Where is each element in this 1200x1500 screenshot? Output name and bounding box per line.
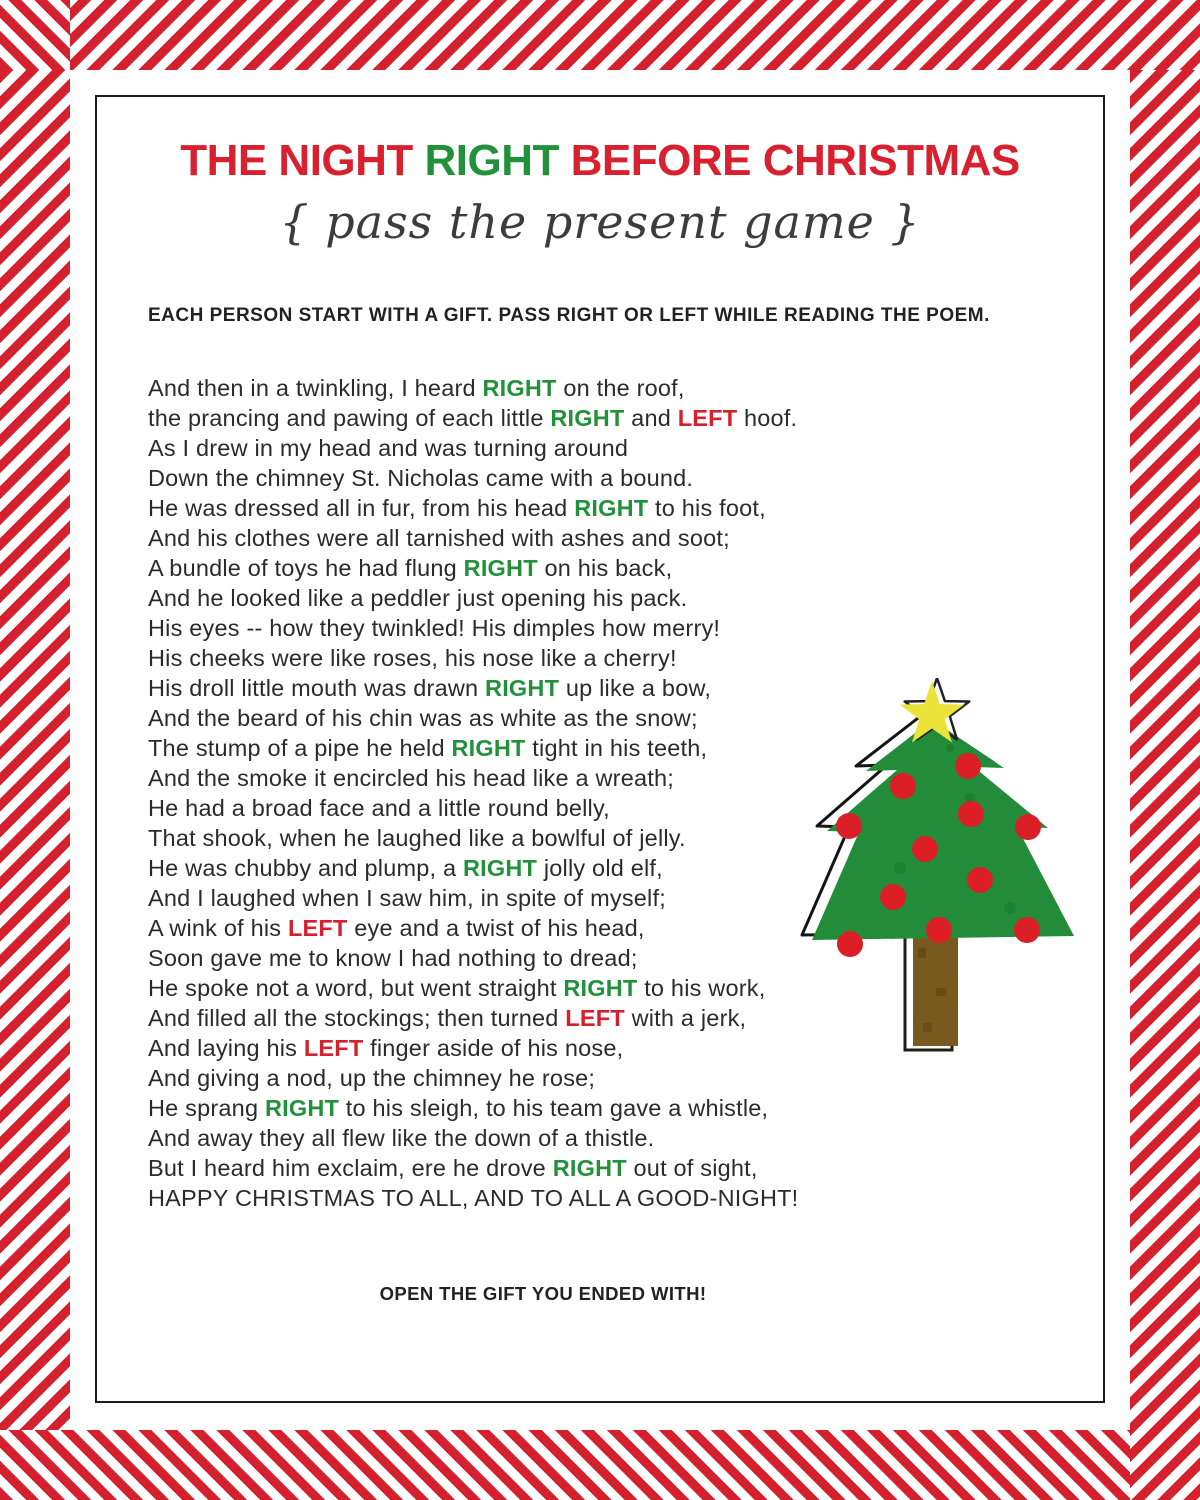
poem-accent-word: RIGHT — [485, 675, 560, 701]
christmas-tree-illustration — [790, 678, 1090, 1070]
poem-accent-word: LEFT — [565, 1005, 625, 1031]
text-segment: But I heard him exclaim, ere he drove — [148, 1155, 553, 1181]
poem-line — [148, 493, 958, 523]
poem-accent-word: RIGHT — [552, 1155, 627, 1181]
document-header — [97, 135, 1103, 253]
text-segment: His droll little mouth was drawn — [148, 675, 486, 701]
poem-line — [148, 643, 958, 673]
poem-accent-word: RIGHT — [264, 1095, 340, 1121]
border-stripe-right — [1130, 70, 1200, 1500]
text-segment: hoof. — [737, 405, 798, 431]
poem-line — [148, 613, 958, 643]
text-segment: Down the chimney St. Nicholas came with a bound. — [148, 465, 694, 491]
text-segment: the prancing and pawing of each little — [148, 405, 551, 431]
text-segment: His eyes -- how they twinkled! His dimples how merry! — [148, 615, 721, 641]
text-segment: Soon gave me to know I had nothing to dread; — [148, 945, 638, 971]
poem-accent-word: RIGHT — [463, 855, 538, 881]
text-segment: He sprang — [148, 1095, 265, 1121]
text-segment: And I laughed when I saw him, in spite of myself; — [148, 885, 666, 911]
text-segment: And away they all flew like the down of a thistle. — [148, 1125, 655, 1151]
text-segment: out of sight, — [626, 1155, 758, 1181]
text-segment: A bundle of toys he had flung — [148, 555, 464, 581]
poem-accent-word: LEFT — [677, 405, 738, 431]
text-segment: He had a broad face and a little round belly, — [148, 795, 610, 821]
text-segment: As I drew in my head and was turning around — [148, 435, 629, 461]
text-segment: He was chubby and plump, a — [148, 855, 463, 881]
text-segment: tight in his teeth, — [525, 735, 708, 761]
page-title — [97, 135, 1103, 187]
poem-line — [148, 1183, 958, 1213]
border-stripe-left — [0, 70, 70, 1430]
poem-accent-word: BEFORE CHRISTMAS — [558, 136, 1020, 185]
poem-accent-word: RIGHT — [451, 735, 526, 761]
poem-accent-word: RIGHT — [550, 405, 625, 431]
text-segment: jolly old elf, — [537, 855, 663, 881]
page-subtitle: { pass the present game } — [279, 195, 921, 249]
footer-note: OPEN THE GIFT YOU ENDED WITH! — [379, 1283, 707, 1304]
text-segment: And then in a twinkling, I heard — [148, 375, 483, 401]
text-segment: and — [624, 405, 678, 431]
text-segment: A wink of his — [148, 915, 288, 941]
border-stripe-bottom — [0, 1430, 1130, 1500]
poem-accent-word: RIGHT — [574, 495, 649, 521]
text-segment: That shook, when he laughed like a bowlful of jelly. — [148, 825, 686, 851]
text-segment: He spoke not a word, but went straight — [148, 975, 564, 1001]
poem-accent-word: RIGHT — [463, 555, 538, 581]
poem-accent-word: LEFT — [303, 1035, 364, 1061]
text-segment: His cheeks were like roses, his nose like a cherry! — [148, 645, 677, 671]
border-stripe-top — [0, 0, 1200, 70]
poem-line — [148, 403, 958, 433]
poem-line — [148, 523, 958, 553]
poem-line — [148, 373, 958, 403]
poem-line — [148, 1153, 958, 1183]
border-stripe-corner-patch — [0, 0, 70, 70]
poem-line — [148, 463, 958, 493]
text-segment: And the beard of his chin was as white as the snow; — [148, 705, 698, 731]
instruction-line: EACH PERSON START WITH A GIFT. PASS RIGHT OR LEFT WHILE READING THE POEM. — [148, 305, 990, 326]
poem-accent-word: LEFT — [287, 915, 348, 941]
text-segment: on the roof, — [556, 375, 685, 401]
text-segment: to his foot, — [648, 495, 766, 521]
poem-line — [148, 553, 958, 583]
text-segment: And he looked like a peddler just opening his pack. — [148, 585, 688, 611]
text-segment: eye and a twist of his head, — [347, 915, 645, 941]
text-segment: And giving a nod, up the chimney he rose; — [148, 1065, 596, 1091]
text-segment: up like a bow, — [559, 675, 712, 701]
poem-line — [148, 1123, 958, 1153]
text-segment: with a jerk, — [624, 1005, 747, 1031]
text-segment: finger aside of his nose, — [363, 1035, 624, 1061]
text-segment: He was dressed all in fur, from his head — [148, 495, 575, 521]
poem-accent-word: THE NIGHT — [180, 136, 425, 185]
text-segment: HAPPY CHRISTMAS TO ALL, AND TO ALL A GOOD-NIGHT! — [148, 1185, 799, 1211]
poem-line — [148, 433, 958, 463]
text-segment: on his back, — [537, 555, 673, 581]
poem-accent-word: RIGHT — [563, 975, 638, 1001]
poem-line — [148, 583, 958, 613]
text-segment: And the smoke it encircled his head like a wreath; — [148, 765, 674, 791]
text-segment: And his clothes were all tarnished with ashes and soot; — [148, 525, 730, 551]
text-segment: And filled all the stockings; then turned — [148, 1005, 566, 1031]
text-segment: to his work, — [637, 975, 766, 1001]
text-segment: The stump of a pipe he held — [148, 735, 452, 761]
text-segment: to his sleigh, to his team gave a whistle, — [339, 1095, 769, 1121]
text-segment: And laying his — [148, 1035, 304, 1061]
poem-accent-word: RIGHT — [424, 136, 559, 185]
tree-trunk — [905, 932, 958, 1050]
poem-accent-word: RIGHT — [482, 375, 557, 401]
poem-line — [148, 1093, 958, 1123]
